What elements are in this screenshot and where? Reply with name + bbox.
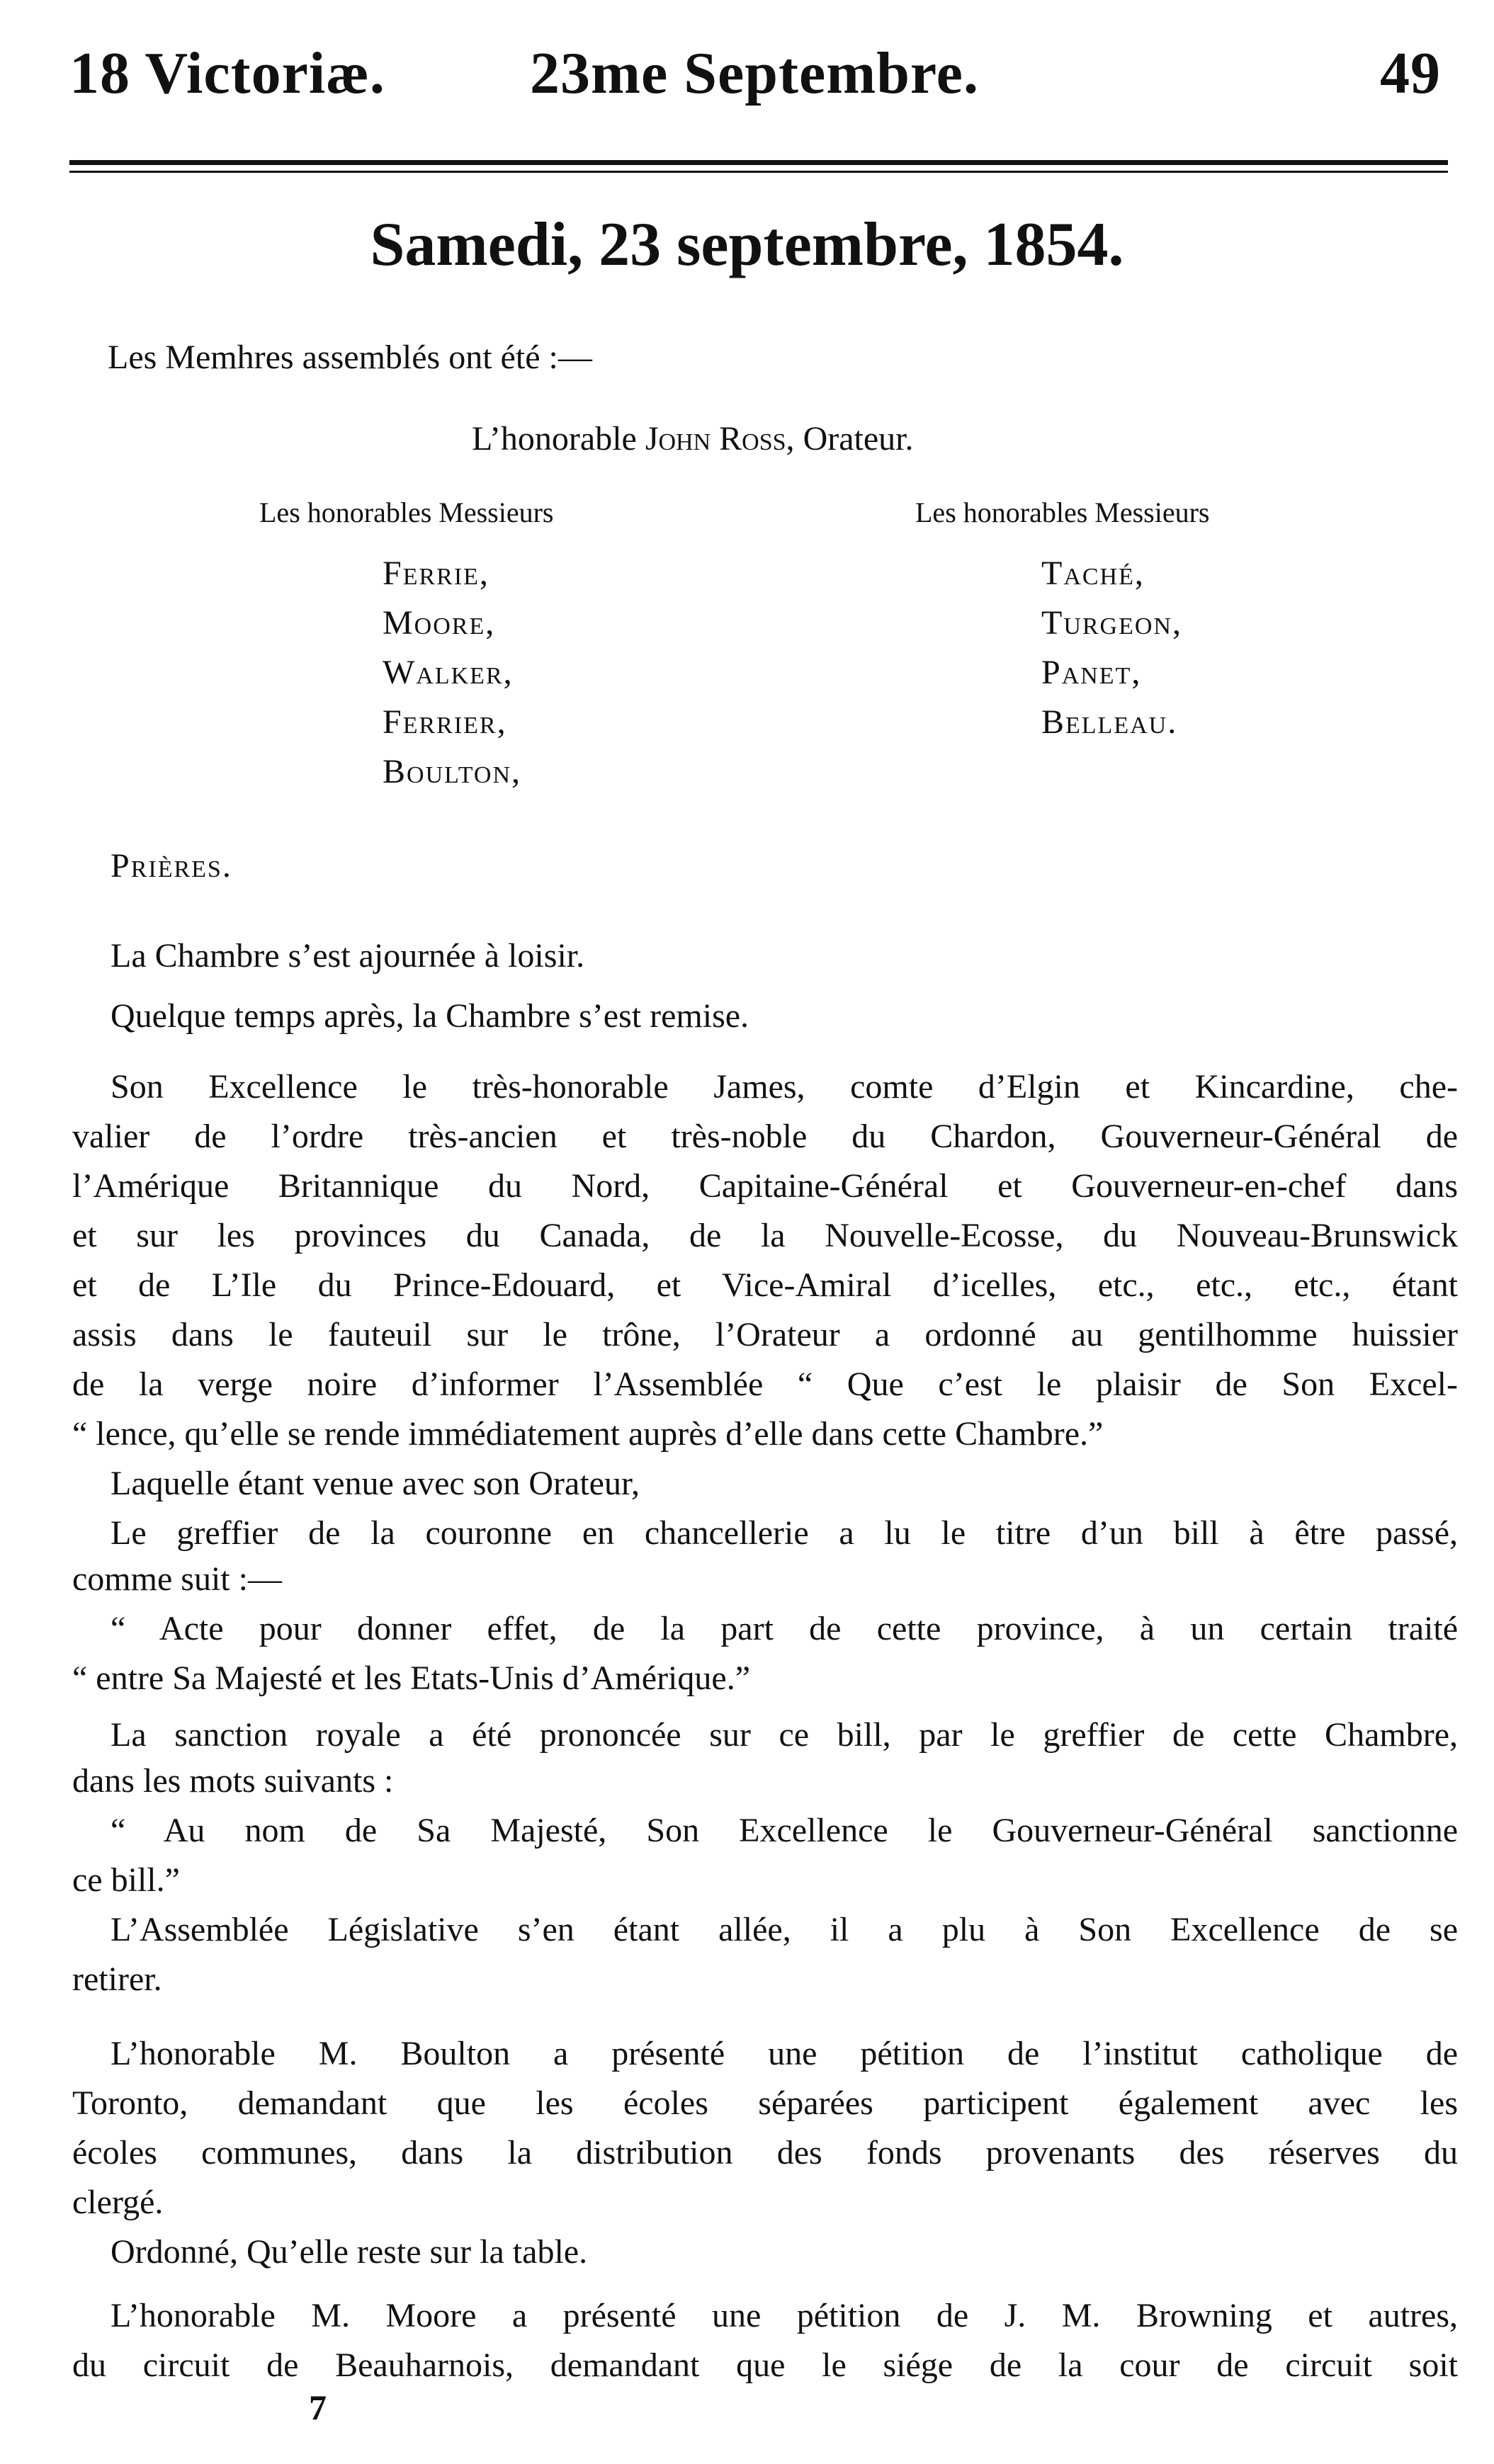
header-rule-thick xyxy=(69,160,1448,165)
text-line: Le greffier de la couronne en chancellerie a lu le titre d’un bill à être passé, xyxy=(111,1514,1458,1552)
member-name: Panet, xyxy=(1041,654,1142,691)
text-line: comme suit :— xyxy=(72,1560,282,1598)
speaker-role: Orateur. xyxy=(803,420,914,458)
text-line: du circuit de Beauharnois, demandant que le siége de la cour de circuit soit xyxy=(72,2346,1458,2384)
text-line: retirer. xyxy=(72,1960,162,1998)
member-name: Moore, xyxy=(383,604,496,642)
member-name: Taché, xyxy=(1041,555,1145,592)
text-line: “ lence, qu’elle se rende immédiatement auprès d’elle dans cette Chambre.” xyxy=(72,1415,1104,1453)
text-line: de la verge noire d’informer l’Assemblée “ Que c’est le plaisir de Son Excel- xyxy=(72,1366,1458,1403)
text-line: et sur les provinces du Canada, de la Nouvelle-Ecosse, du Nouveau-Brunswick xyxy=(72,1217,1458,1254)
speaker-name: John Ross, xyxy=(645,420,795,458)
member-name: Walker, xyxy=(383,654,514,691)
text-line: Ordonné, Qu’elle reste sur la table. xyxy=(111,2233,588,2271)
text-line: “ entre Sa Majesté et les Etats-Unis d’Amérique.” xyxy=(72,1659,750,1697)
text-line: Laquelle étant venue avec son Orateur, xyxy=(111,1465,640,1502)
left-column-heading: Les honorables Messieurs xyxy=(259,496,554,528)
member-name: Ferrie, xyxy=(383,555,489,592)
text-line: L’honorable M. Boulton a présenté une pétition de l’institut catholique de xyxy=(111,2035,1458,2072)
member-name: Turgeon, xyxy=(1041,604,1182,642)
text-line: dans les mots suivants : xyxy=(72,1762,394,1800)
signature-mark: 7 xyxy=(309,2388,327,2427)
text-line: La Chambre s’est ajournée à loisir. xyxy=(111,937,585,975)
text-line: l’Amérique Britannique du Nord, Capitaine-Général et Gouverneur-en-chef dans xyxy=(72,1167,1458,1205)
right-column-heading: Les honorables Messieurs xyxy=(915,496,1210,528)
member-name: Boulton, xyxy=(383,753,522,790)
text-line: ce bill.” xyxy=(72,1861,180,1899)
text-line: Toronto, demandant que les écoles séparées participent également avec les xyxy=(72,2084,1458,2122)
text-line: écoles communes, dans la distribution des fonds provenants des réserves du xyxy=(72,2134,1458,2171)
text-line: Quelque temps après, la Chambre s’est remise. xyxy=(111,997,749,1035)
header-page-number: 49 xyxy=(1380,40,1441,106)
text-line: “ Acte pour donner effet, de la part de cette province, à un certain traité xyxy=(111,1610,1458,1647)
member-name: Belleau. xyxy=(1041,703,1178,741)
session-title: Samedi, 23 septembre, 1854. xyxy=(370,210,1124,279)
speaker-line xyxy=(472,414,914,464)
text-line: L’Assemblée Législative s’en étant allée, il a plu à Son Excellence de se xyxy=(111,1911,1458,1948)
text-line: clergé. xyxy=(72,2184,164,2221)
speaker-prefix: L’honorable xyxy=(472,420,637,458)
member-name: Ferrier, xyxy=(383,703,507,741)
intro-line: Les Memhres assemblés ont été :— xyxy=(108,339,592,376)
header-regnal-year: 18 Victoriæ. xyxy=(69,40,385,106)
header-date: 23me Septembre. xyxy=(530,40,979,106)
text-line: et de L’Ile du Prince-Edouard, et Vice-Amiral d’icelles, etc., etc., etc., étant xyxy=(72,1266,1458,1304)
text-line: Son Excellence le très-honorable James, comte d’Elgin et Kincardine, che- xyxy=(111,1068,1458,1106)
text-line: valier de l’ordre très-ancien et très-noble du Chardon, Gouverneur-Général de xyxy=(72,1118,1458,1155)
text-line: L’honorable M. Moore a présenté une pétition de J. M. Browning et autres, xyxy=(111,2297,1458,2334)
text-line: assis dans le fauteuil sur le trône, l’Orateur a ordonné au gentilhomme huissier xyxy=(72,1316,1458,1353)
header-rule-thin xyxy=(69,171,1448,173)
text-line: La sanction royale a été prononcée sur ce bill, par le greffier de cette Chambre, xyxy=(111,1716,1458,1754)
text-line: “ Au nom de Sa Majesté, Son Excellence le Gouverneur-Général sanctionne xyxy=(111,1812,1458,1849)
prayers-heading: Prières. xyxy=(111,847,232,885)
